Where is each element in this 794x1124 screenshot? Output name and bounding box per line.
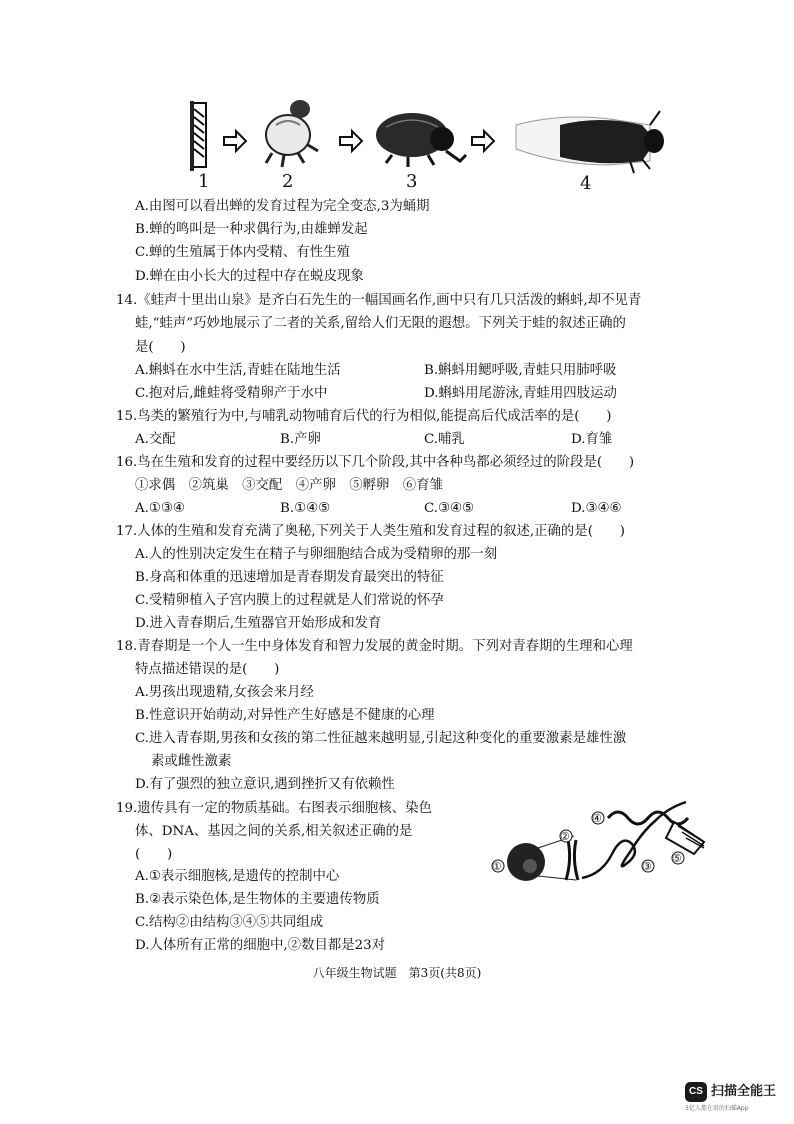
arrow-icon: [472, 131, 494, 151]
page-footer: 八年级生物试题 第3页(共8页): [312, 966, 482, 980]
camscanner-logo-icon: CS: [685, 1082, 707, 1102]
q18-option-b: B.性意识开始萌动,对异性产生好感是不健康的心理: [135, 708, 435, 723]
q18-option-c-cont: 素或雌性激素: [151, 754, 232, 769]
cicada-older-nymph: [376, 113, 466, 167]
q16-items: ①求偶 ②筑巢 ③交配 ④产卵 ⑤孵卵 ⑥育雏: [135, 478, 443, 493]
figure-label-1: 1: [198, 171, 210, 192]
q19-stem-line-3: ( ): [135, 847, 173, 862]
q14-stem-line-2: 蛙,“蛙声”巧妙地展示了二者的关系,留给人们无限的遐想。下列关于蛙的叙述正确的: [135, 316, 626, 331]
q15-option-b: B.产卵: [280, 432, 321, 447]
q15-option-d: D.育雏: [571, 432, 613, 447]
q18-option-d: D.有了强烈的独立意识,遇到挫折又有依赖性: [135, 777, 395, 792]
cicada-young-nymph: [266, 100, 318, 167]
q17-option-b: B.身高和体重的迅速增加是青春期发育最突出的特征: [135, 570, 444, 585]
q19-stem-line-1: 19.遗传具有一定的物质基础。右图表示细胞核、染色: [116, 801, 432, 816]
q18-stem-line-2: 特点描述错误的是( ): [135, 662, 280, 677]
q19-figure-label-4: ④: [592, 812, 602, 825]
q19-stem-line-2: 体、DNA、基因之间的关系,相关叙述正确的是: [135, 824, 413, 839]
cicada-eggs-on-twig: [190, 101, 206, 171]
q14-option-a: A.蝌蚪在水中生活,青蛙在陆地生活: [135, 363, 341, 378]
q16-option-c: C.③④⑤: [424, 501, 475, 516]
q16-option-d: D.③④⑥: [571, 501, 622, 516]
q19-figure-label-2: ②: [560, 830, 570, 843]
q17-option-d: D.进入青春期后,生殖器官开始形成和发育: [135, 616, 382, 631]
q17-stem: 17.人体的生殖和发育充满了奥秘,下列关于人类生殖和发育过程的叙述,正确的是( ): [116, 524, 625, 539]
arrow-icon: [224, 131, 246, 151]
q19-figure-label-3: ③: [642, 860, 652, 873]
q13-option-c: C.蝉的生殖属于体内受精、有性生殖: [135, 245, 350, 260]
arrow-icon: [340, 131, 362, 151]
q14-option-b: B.蝌蚪用鳃呼吸,青蛙只用肺呼吸: [424, 363, 617, 378]
camscanner-subtitle: 3亿人都在用的扫描App: [685, 1105, 749, 1112]
q19-option-a: A.①表示细胞核,是遗传的控制中心: [135, 869, 340, 884]
figure-label-2: 2: [282, 171, 294, 192]
q19-figure-label-5: ⑤: [672, 852, 682, 865]
q19-option-b: B.②表示染色体,是生物体的主要遗传物质: [135, 892, 380, 907]
q15-option-a: A.交配: [135, 432, 176, 447]
q17-option-c: C.受精卵植入子宫内膜上的过程就是人们常说的怀孕: [135, 593, 444, 608]
camscanner-title: 扫描全能王: [711, 1084, 777, 1099]
chromosome: [566, 840, 578, 880]
q19-figure-label-1: ①: [492, 860, 502, 873]
q14-option-c: C.抱对后,雌蛙将受精卵产于水中: [135, 386, 328, 401]
q19-option-c: C.结构②由结构③④⑤共同组成: [135, 915, 324, 930]
q18-option-c: C.进入青春期,男孩和女孩的第二性征越来越明显,引起这种变化的重要激素是雄性激: [135, 731, 627, 746]
q14-option-d: D.蝌蚪用尾游泳,青蛙用四肢运动: [424, 386, 617, 401]
q17-option-a: A.人的性别决定发生在精子与卵细胞结合成为受精卵的那一刻: [135, 547, 498, 562]
q14-stem-line-1: 14.《蛙声十里出山泉》是齐白石先生的一幅国画名作,画中只有几只活泼的蝌蚪,却不见青: [116, 293, 642, 308]
figure-label-3: 3: [406, 171, 418, 192]
figure-label-4: 4: [580, 173, 592, 194]
q13-option-d: D.蝉在由小长大的过程中存在蜕皮现象: [135, 269, 364, 284]
q16-option-a: A.①③④: [135, 501, 185, 516]
nucleus-chromosome-dna-figure: [488, 796, 724, 896]
q13-option-a: A.由图可以看出蝉的发育过程为完全变态,3为蛹期: [135, 199, 430, 214]
q15-option-c: C.哺乳: [424, 432, 465, 447]
camscanner-watermark: [683, 1080, 791, 1120]
q16-option-b: B.①④⑤: [280, 501, 331, 516]
q18-option-a: A.男孩出现遗精,女孩会来月经: [135, 685, 314, 700]
q16-stem: 16.鸟在生殖和发育的过程中要经历以下几个阶段,其中各种鸟都必须经过的阶段是( ): [116, 455, 635, 470]
q13-option-b: B.蝉的鸣叫是一种求偶行为,由雄蝉发起: [135, 222, 368, 237]
q14-stem-line-3: 是( ): [135, 340, 186, 355]
q15-stem: 15.鸟类的繁殖行为中,与哺乳动物哺育后代的行为相似,能提高后代成活率的是( ): [116, 409, 612, 424]
cicada-life-cycle-figure: [180, 95, 680, 180]
q19-option-d: D.人体所有正常的细胞中,②数目都是23对: [135, 938, 386, 953]
cicada-adult: [516, 111, 664, 173]
q18-stem-line-1: 18.青春期是一个人一生中身体发育和智力发展的黄金时期。下列对青春期的生理和心理: [116, 639, 633, 654]
